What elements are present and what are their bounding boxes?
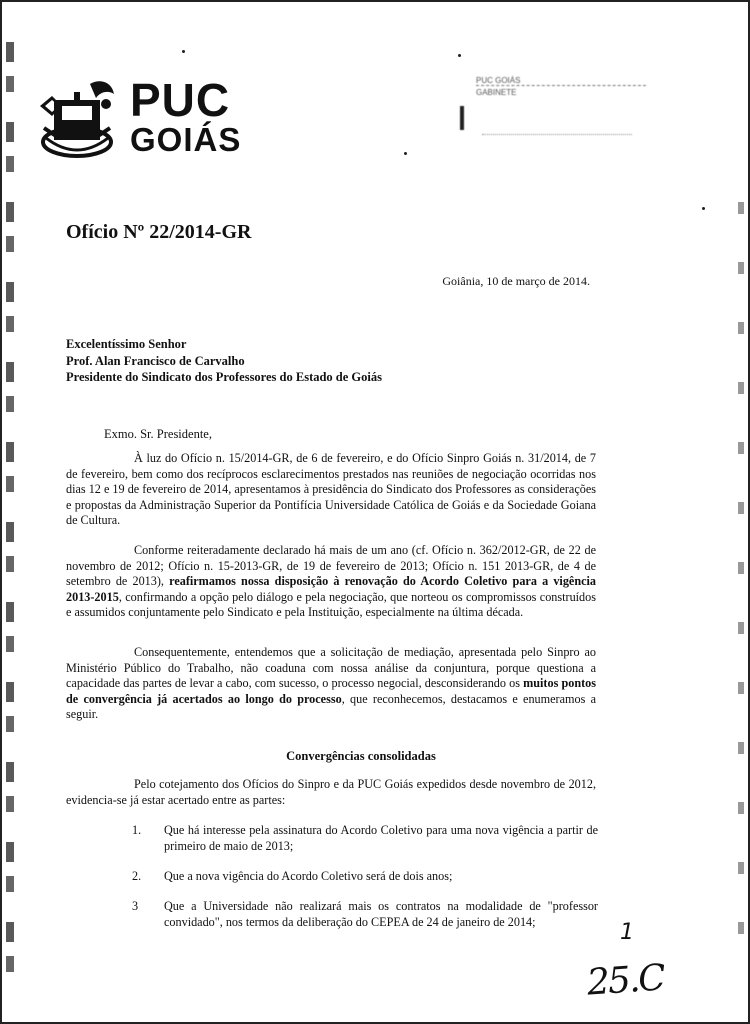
puc-goias-logo xyxy=(32,70,242,165)
logo-wordmark xyxy=(130,74,242,158)
salutation: Exmo. Sr. Presidente, xyxy=(104,427,212,441)
list-item-text: Que a nova vigência do Acordo Coletivo será de dois anos; xyxy=(164,869,453,883)
scan-speck xyxy=(404,152,407,155)
paragraph-1-text: À luz do Ofício n. 15/2014-GR, de 6 de fevereiro, e do Ofício Sinpro Goiás n. 31/2014, de 7 de fevereiro, bem como dos recíprocos esclarecimentos prestados nas reuniões de negociação ocorridas nos dias 12 e 19 de fevereiro de 2014, apresentamos à presidência do Sindicato dos Professores as considerações e propostas da Administração Superior da Pontifícia Universidade Católica de Goiás e da Sociedade Goiana de Cultura. xyxy=(66,451,596,528)
paragraph-4-text: Pelo cotejamento dos Ofícios do Sinpro e da PUC Goiás expedidos desde novembro de 2012, evidencia-se já estar acertado entre as partes: xyxy=(66,777,596,807)
paragraph-3-text: Consequentemente, entendemos que a solicitação de mediação, apresentada pelo Sinpro ao Ministério Público do Trabalho, não coaduna com nossa análise da conjuntura, porque questiona a capacidade das partes de levar a cabo, com sucesso, o processo negocial, desconsiderando os xyxy=(66,645,596,691)
crest-icon xyxy=(32,70,124,162)
list-item-text: Que a Universidade não realizará mais os contratos na modalidade de "professor convidado", nos termos da deliberação do CEPEA de 24 de janeiro de 2014; xyxy=(164,899,598,929)
addressee-title: Excelentíssimo Senhor xyxy=(66,337,187,351)
section-title-text: Convergências consolidadas xyxy=(286,749,436,763)
paragraph-2-text: Conforme reiteradamente declarado há mais de um ano (cf. Ofício n. 362/2012-GR, de 22 de novembro de 2012; Ofício n. 15-2013-GR, de 19 de fevereiro de 2013; Ofício n. 151 2013-GR, de 4 de setembro de 2013), xyxy=(66,543,596,589)
scan-speck xyxy=(182,50,185,53)
stamp-line-3 xyxy=(482,134,632,135)
scan-speck xyxy=(702,207,705,210)
scan-speck xyxy=(458,54,461,57)
list-item-number: 3 xyxy=(132,899,139,913)
addressee-role: Presidente do Sindicato dos Professores do Estado de Goiás xyxy=(66,370,382,384)
list-item-text: Que há interesse pela assinatura do Acordo Coletivo para uma nova vigência a partir de primeiro de maio de 2013; xyxy=(164,823,598,853)
scan-edge-left xyxy=(6,42,14,1002)
paragraph-4 xyxy=(66,777,596,808)
paragraph-3-end: , que reconhecemos, destacamos e enumeramos a seguir. xyxy=(66,691,596,722)
document-date: Goiânia, 10 de março de 2014. xyxy=(442,274,590,288)
paragraph-3-bold: muitos pontos de convergência já acertados ao longo do processo xyxy=(66,676,597,706)
addressee-name: Prof. Alan Francisco de Carvalho xyxy=(66,353,245,368)
stamp-line-2: GABINETE xyxy=(476,88,517,97)
list-item-number: 2. xyxy=(132,869,142,883)
addressee-block xyxy=(66,336,382,386)
logo-goias-text: GOIÁS xyxy=(130,121,242,158)
document-number: Ofício Nº 22/2014-GR xyxy=(66,221,252,243)
paragraph-1 xyxy=(66,451,596,529)
paragraph-2-end: , confirmando a opção pelo diálogo e pela negociação, que norteou os compromissos construídos e assumidos conjuntamente pelo Sindicato e pela Instituição, especialmente na última década. xyxy=(66,589,596,620)
paragraph-3 xyxy=(66,645,596,723)
paragraph-2-bold: reafirmamos nossa disposição à renovação do Acordo Coletivo para a vigência 2013-2015 xyxy=(66,574,596,604)
receipt-stamp xyxy=(460,74,650,154)
stamp-bar xyxy=(460,106,464,130)
handwritten-initials: 25.C xyxy=(585,957,666,1004)
paragraph-2 xyxy=(66,543,596,621)
logo-puc-text: PUC xyxy=(130,74,231,126)
section-title xyxy=(2,749,750,764)
stamp-line-1: PUC GOIÁS xyxy=(476,76,646,86)
handwritten-page-number: 1 xyxy=(620,920,634,945)
list-item-number: 1. xyxy=(132,823,142,837)
scan-edge-right xyxy=(738,202,744,982)
